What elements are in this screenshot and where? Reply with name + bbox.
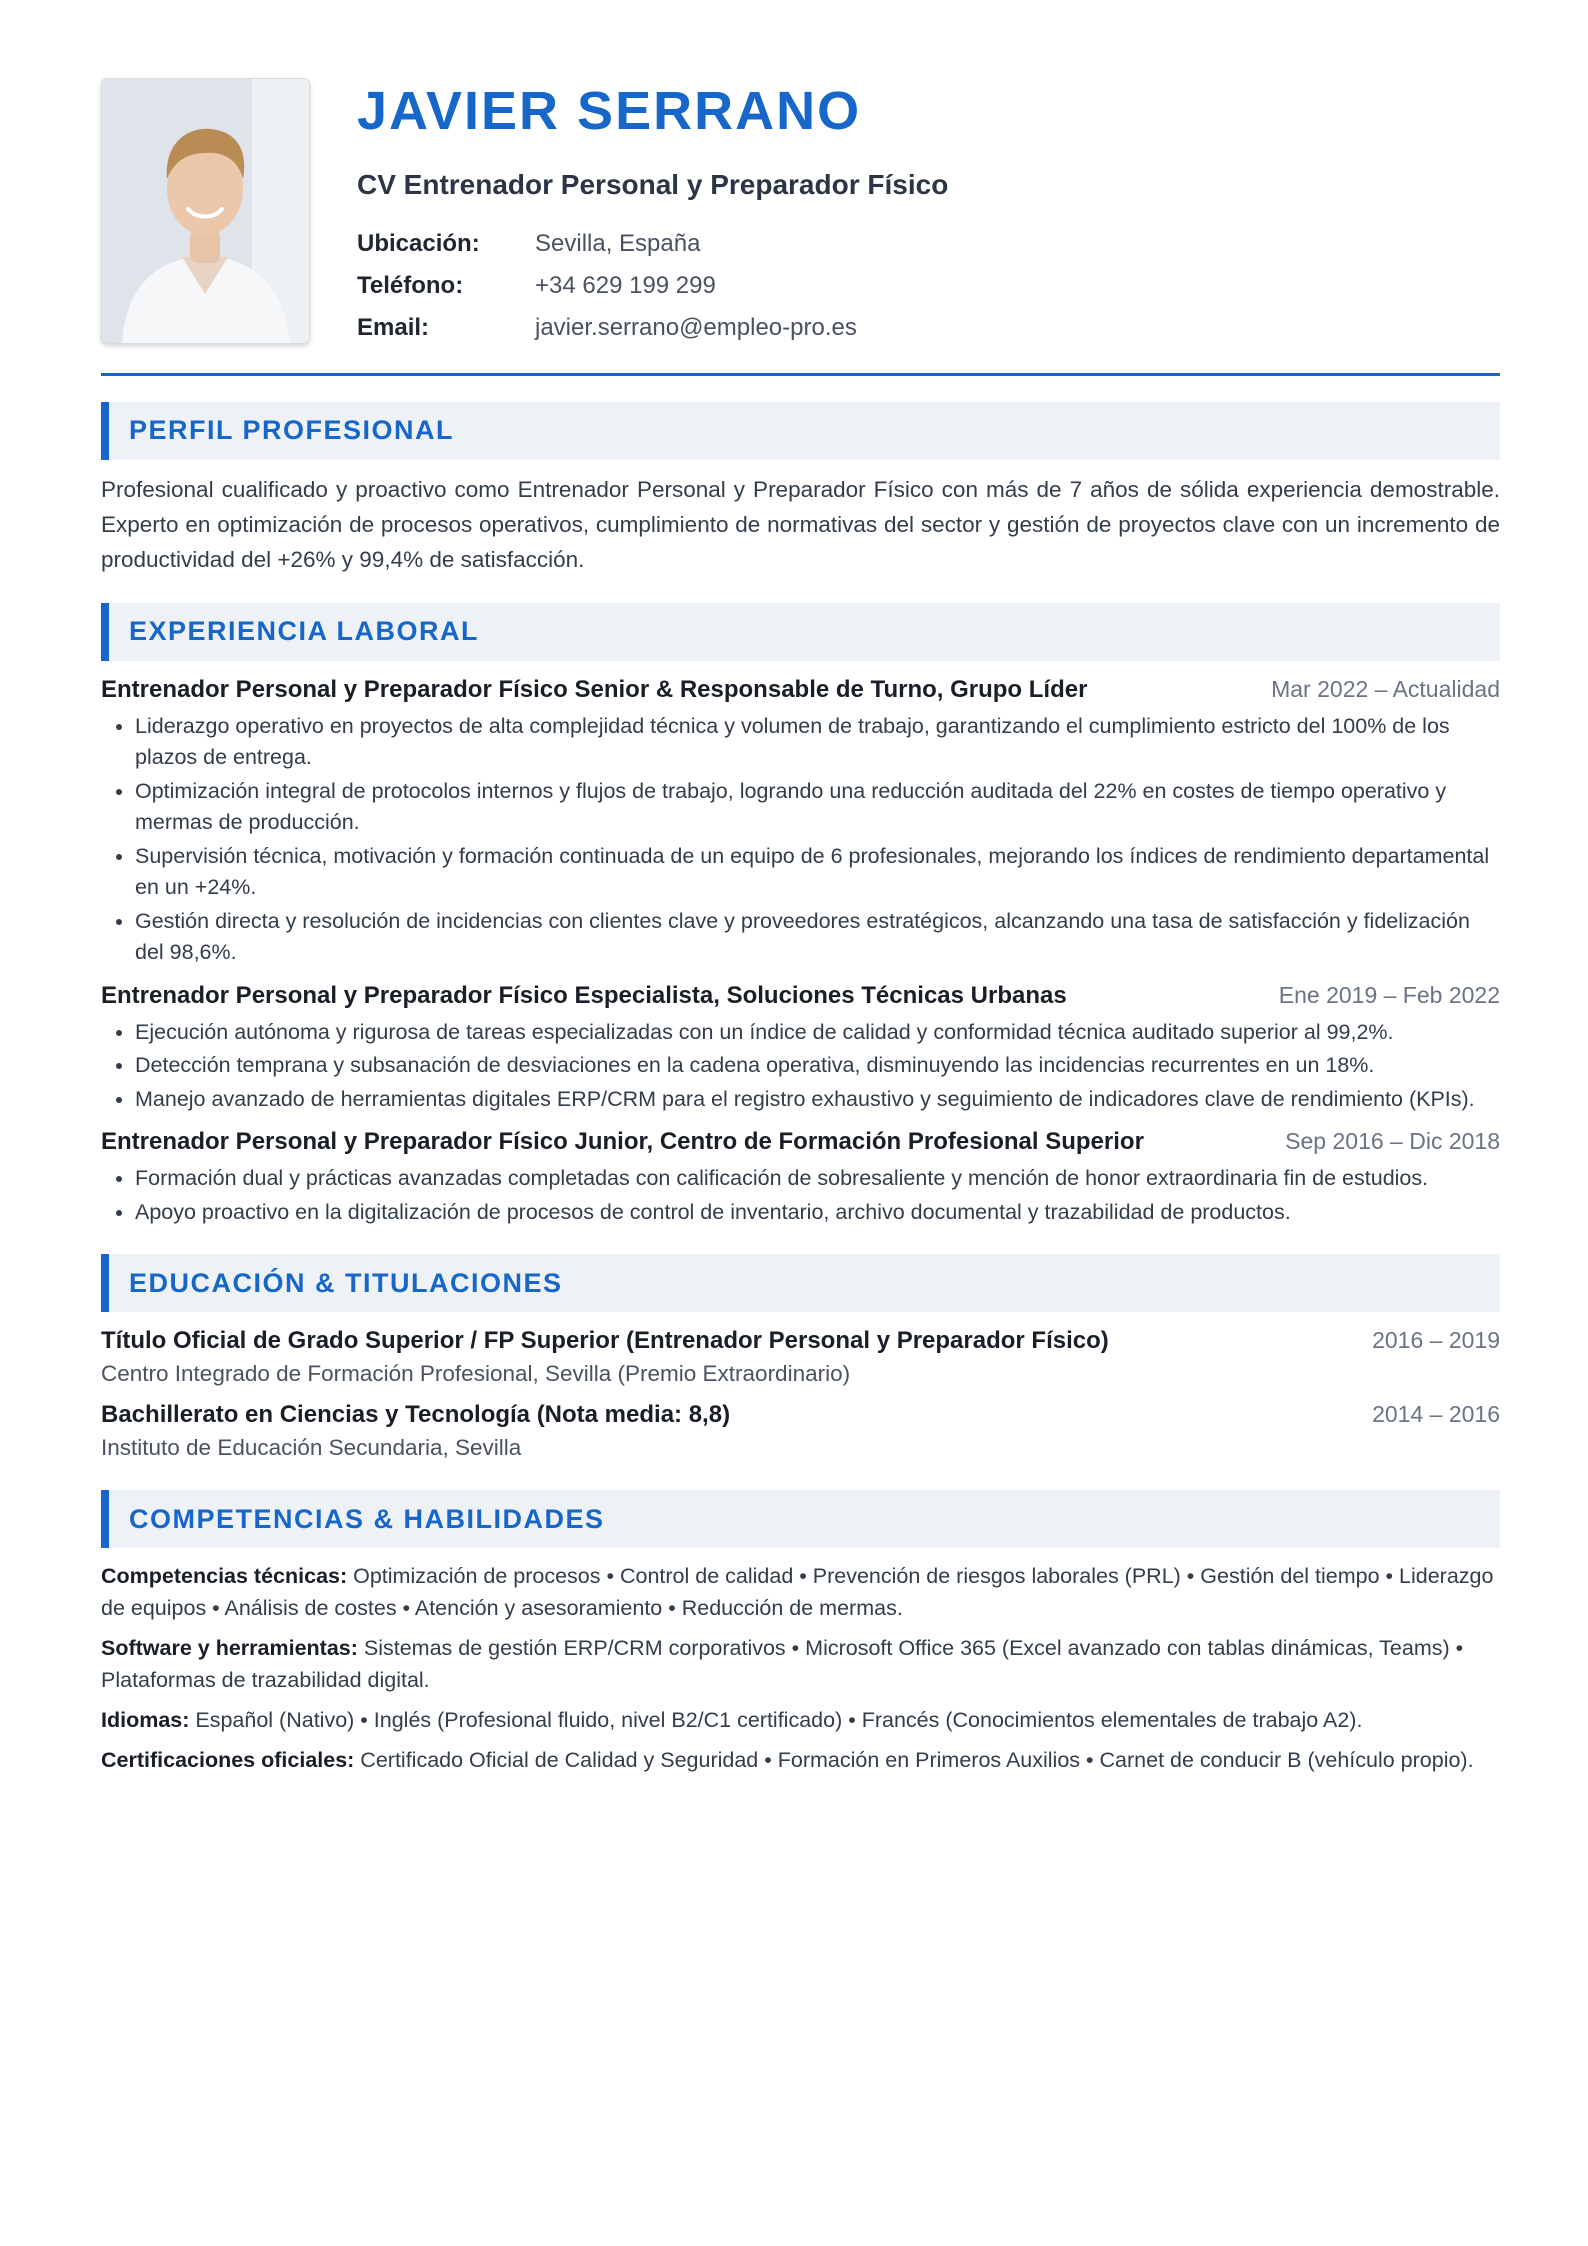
header-info	[357, 78, 948, 349]
list-item: • Ejecución autónoma y rigurosa de tareas especializadas con un índice de calidad y conformidad técnica auditado superior al 99,2%.	[135, 1017, 1500, 1049]
education-section	[101, 1324, 1500, 1464]
list-item: • Gestión directa y resolución de incidencias con clientes clave y proveedores estratégicos, alcanzando una tasa de satisfacción y fidelización del 98,6%.	[135, 906, 1500, 969]
contact-value: +34 629 199 299	[535, 271, 716, 299]
contact-label: Teléfono:	[357, 271, 464, 299]
job-bullets	[101, 1017, 1500, 1116]
profile-section	[101, 472, 1500, 577]
skill-text: Optimización de procesos • Control de calidad • Prevención de riesgos laborales (PRL) • Gestión del tiempo • Liderazgo de equipos • Análisis de costes • Atención y asesoramiento • Reducción de mermas.	[101, 1564, 1494, 1621]
list-item: • Optimización integral de protocolos internos y flujos de trabajo, logrando una reducción auditada del 22% en costes de tiempo operativo y mermas de producción.	[135, 776, 1500, 839]
skill-text: Sistemas de gestión ERP/CRM corporativos • Microsoft Office 365 (Excel avanzado con tablas dinámicas, Teams) • Plataformas de trazabilidad digital.	[101, 1636, 1464, 1693]
skills-section	[101, 1560, 1500, 1776]
degree-title: Bachillerato en Ciencias y Tecnología (Nota media: 8,8)	[101, 1401, 731, 1429]
contact-location	[357, 223, 948, 265]
job-bullets	[101, 1163, 1500, 1228]
job-title: Entrenador Personal y Preparador Físico Senior & Responsable de Turno, Grupo Líder	[101, 675, 1088, 703]
skill-label: Certificaciones oficiales:	[101, 1748, 355, 1773]
profile-photo	[101, 78, 310, 344]
skill-label: Idiomas:	[101, 1708, 190, 1733]
list-item: • Formación dual y prácticas avanzadas completadas con calificación de sobresaliente y mención de honor extraordinaria fin de estudios.	[135, 1163, 1500, 1195]
contact-email	[357, 307, 948, 349]
section-title: EDUCACIÓN & TITULACIONES	[129, 1267, 563, 1298]
cv-subtitle: CV Entrenador Personal y Preparador Físico	[357, 169, 949, 200]
skill-text: Español (Nativo) • Inglés (Profesional fluido, nivel B2/C1 certificado) • Francés (Conocimientos elementales de trabajo A2).	[189, 1708, 1363, 1733]
job-entry	[101, 673, 1500, 969]
job-entry	[101, 979, 1500, 1116]
section-title: PERFIL PROFESIONAL	[129, 415, 455, 446]
contact-details	[357, 223, 948, 349]
person-silhouette-icon	[102, 79, 309, 343]
skill-label: Competencias técnicas:	[101, 1564, 348, 1589]
candidate-name: JAVIER SERRANO	[357, 81, 862, 141]
section-title: COMPETENCIAS & HABILIDADES	[129, 1503, 605, 1534]
contact-label: Email:	[357, 313, 430, 341]
job-bullets	[101, 711, 1500, 969]
skill-row	[101, 1632, 1500, 1696]
list-item: • Manejo avanzado de herramientas digitales ERP/CRM para el registro exhaustivo y seguimiento de indicadores clave de rendimiento (KPIs).	[135, 1084, 1500, 1116]
section-heading-skills	[101, 1490, 1500, 1548]
list-item: • Apoyo proactivo en la digitalización de procesos de control de inventario, archivo documental y trazabilidad de productos.	[135, 1197, 1500, 1229]
skill-label: Software y herramientas:	[101, 1636, 358, 1661]
skill-row	[101, 1704, 1500, 1736]
list-item: • Detección temprana y subsanación de desviaciones en la cadena operativa, disminuyendo las incidencias recurrentes en un 18%.	[135, 1050, 1500, 1082]
profile-text: Profesional cualificado y proactivo como Entrenador Personal y Preparador Físico con más de 7 años de sólida experiencia demostrable. Experto en optimización de procesos operativos, cumplimiento de normativas del sector y gestión de proyectos clave con un incremento de productividad del +26% y 99,4% de satisfacción.	[101, 476, 1500, 572]
section-heading-education	[101, 1254, 1500, 1312]
job-header	[101, 979, 1500, 1013]
education-header	[101, 1398, 1500, 1432]
contact-value: Sevilla, España	[535, 229, 701, 257]
skill-row	[101, 1560, 1500, 1624]
institution: Instituto de Educación Secundaria, Sevilla	[101, 1435, 522, 1461]
education-date: 2016 – 2019	[1372, 1327, 1500, 1354]
institution: Centro Integrado de Formación Profesional, Sevilla (Premio Extraordinario)	[101, 1361, 851, 1387]
education-header	[101, 1324, 1500, 1358]
job-title: Entrenador Personal y Preparador Físico Junior, Centro de Formación Profesional Superior	[101, 1128, 1144, 1156]
section-title: EXPERIENCIA LABORAL	[129, 616, 480, 647]
section-heading-profile	[101, 402, 1500, 460]
degree-title: Título Oficial de Grado Superior / FP Superior (Entrenador Personal y Preparador Físico)	[101, 1327, 1109, 1355]
job-date: Mar 2022 – Actualidad	[1271, 675, 1500, 702]
contact-phone	[357, 265, 948, 307]
education-date: 2014 – 2016	[1372, 1401, 1500, 1428]
list-item: • Liderazgo operativo en proyectos de alta complejidad técnica y volumen de trabajo, garantizando el cumplimiento estricto del 100% de los plazos de entrega.	[135, 711, 1500, 774]
education-entry	[101, 1398, 1500, 1464]
skill-text: Certificado Oficial de Calidad y Seguridad • Formación en Primeros Auxilios • Carnet de conducir B (vehículo propio).	[354, 1748, 1474, 1773]
list-item: • Supervisión técnica, motivación y formación continuada de un equipo de 6 profesionales, mejorando los índices de rendimiento departamental en un +24%.	[135, 841, 1500, 904]
job-entry	[101, 1125, 1500, 1228]
contact-label: Ubicación:	[357, 229, 480, 257]
resume-header	[101, 78, 1500, 376]
skill-row	[101, 1744, 1500, 1776]
education-entry	[101, 1324, 1500, 1390]
email-link[interactable]: javier.serrano@empleo-pro.es	[535, 313, 857, 341]
section-heading-experience	[101, 603, 1500, 661]
experience-section	[101, 673, 1500, 1229]
job-date: Ene 2019 – Feb 2022	[1278, 981, 1500, 1008]
job-header	[101, 673, 1500, 707]
job-date: Sep 2016 – Dic 2018	[1285, 1128, 1500, 1155]
job-header	[101, 1125, 1500, 1159]
job-title: Entrenador Personal y Preparador Físico Especialista, Soluciones Técnicas Urbanas	[101, 981, 1067, 1009]
